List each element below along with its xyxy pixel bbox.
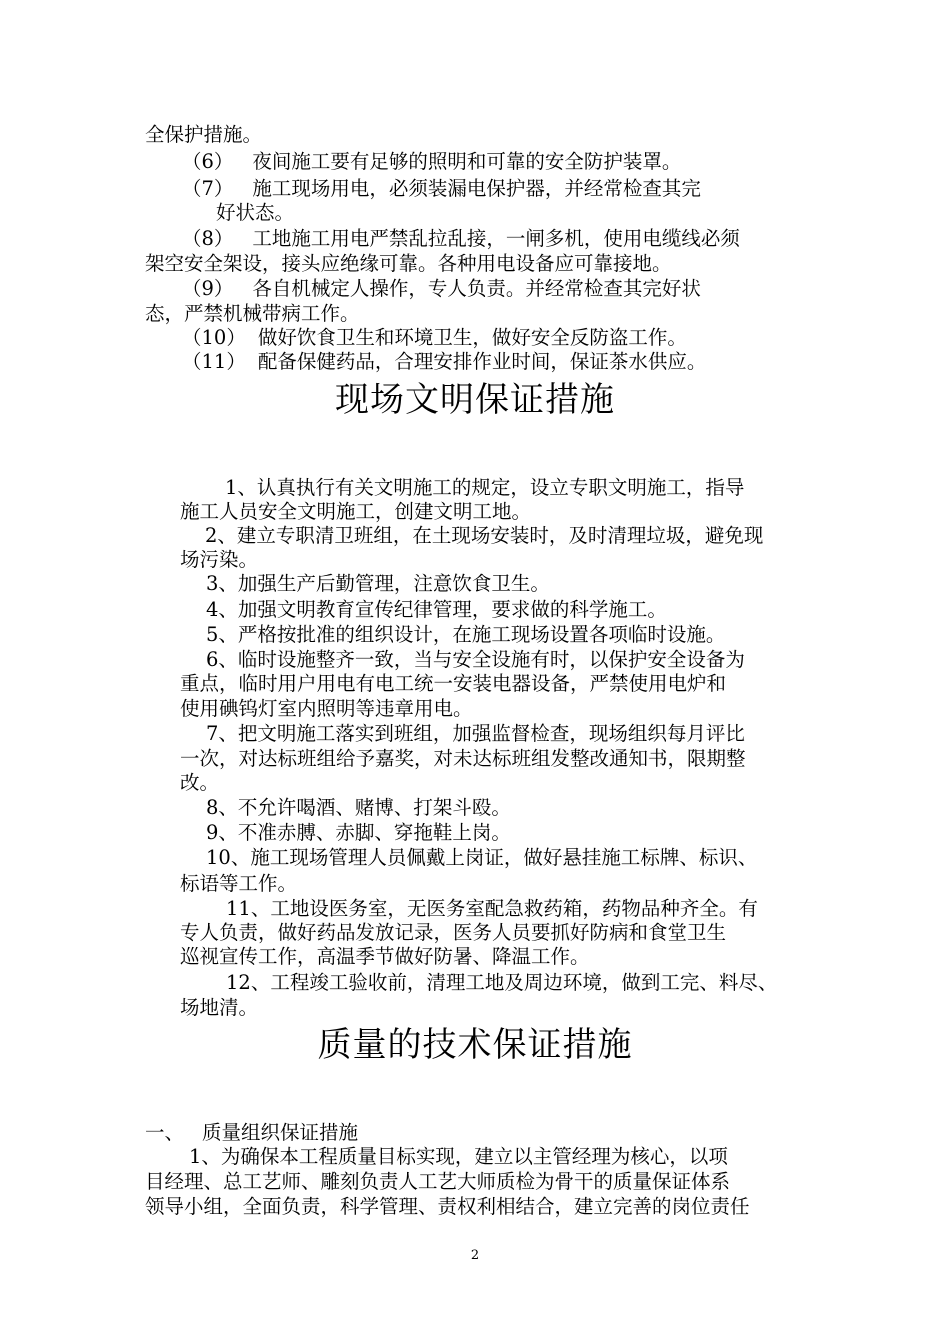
text-line: 场污染。 — [180, 548, 259, 571]
list-item — [182, 149, 681, 174]
list-item — [145, 1120, 358, 1145]
text-line: 一次，对达标班组给予嘉奖，对未达标班组发整改通知书，限期整 — [180, 747, 746, 770]
text-line: 重点，临时用户用电有电工统一安装电器设备，严禁使用电炉和 — [180, 672, 727, 695]
item-text: 质量组织保证措施 — [202, 1121, 359, 1144]
item-number: （10） — [182, 326, 246, 349]
list-item — [182, 325, 687, 350]
text-line: 场地清。 — [180, 996, 259, 1019]
item-text: 施工现场用电，必须装漏电保护器，并经常检查其完 — [252, 177, 701, 200]
section-heading: 现场文明保证措施 — [335, 380, 615, 420]
text-line: 施工人员安全文明施工，创建文明工地。 — [180, 500, 532, 523]
list-item — [182, 226, 740, 251]
text-line: 改。 — [180, 771, 220, 794]
item-text: 配备保健药品，合理安排作业时间，保证茶水供应。 — [257, 350, 707, 373]
item-number: （9） — [182, 277, 234, 300]
item-number: （6） — [182, 150, 234, 173]
item-text: 夜间施工要有足够的照明和可靠的安全防护装罩。 — [252, 150, 682, 173]
item-number: 一、 — [145, 1121, 185, 1144]
item-number: （7） — [182, 177, 234, 200]
text-line: 专人负责，做好药品发放记录，医务人员要抓好防病和食堂卫生 — [180, 921, 727, 944]
item-text: 工地施工用电严禁乱拉乱接，一闸多机，使用电缆线必须 — [252, 227, 740, 250]
page-number: 2 — [470, 1248, 480, 1263]
text-line: 巡视宣传工作，高温季节做好防暑、降温工作。 — [180, 945, 590, 968]
text-line: 架空安全架设，接头应绝缘可靠。各种用电设备应可靠接地。 — [145, 252, 672, 275]
text-line: 态，严禁机械带病工作。 — [145, 302, 360, 325]
text-line: 全保护措施。 — [145, 123, 263, 146]
text-line: 1、为确保本工程质量目标实现，建立以主管经理为核心，以项 — [189, 1145, 728, 1168]
text-line: 10、施工现场管理人员佩戴上岗证，做好悬挂施工标牌、标识、 — [206, 846, 758, 869]
text-line: 11、工地设医务室，无医务室配急救药箱，药物品种齐全。有 — [226, 897, 758, 920]
text-line: 2、建立专职清卫班组，在土现场安装时，及时清理垃圾，避免现 — [205, 524, 764, 547]
text-line: 1、认真执行有关文明施工的规定，设立专职文明施工，指导 — [225, 476, 745, 499]
list-item — [182, 176, 701, 201]
text-line: 目经理、总工艺师、雕刻负责人工艺大师质检为骨干的质量保证体系 — [145, 1170, 731, 1193]
item-text: 做好饮食卫生和环境卫生，做好安全反防盗工作。 — [257, 326, 687, 349]
text-line: 7、把文明施工落实到班组，加强监督检查，现场组织每月评比 — [206, 722, 745, 745]
text-line: 9、不准赤膊、赤脚、穿拖鞋上岗。 — [206, 821, 511, 844]
text-line: 使用碘钨灯室内照明等违章用电。 — [180, 697, 473, 720]
text-line: 5、严格按批准的组织设计，在施工现场设置各项临时设施。 — [206, 623, 726, 646]
text-line: 12、工程竣工验收前，清理工地及周边环境，做到工完、料尽、 — [226, 971, 778, 994]
list-item — [182, 276, 701, 301]
text-line: 领导小组，全面负责，科学管理、责权利相结合，建立完善的岗位责任 — [145, 1195, 750, 1218]
text-line: 6、临时设施整齐一致，当与安全设施有时，以保护安全设备为 — [206, 648, 745, 671]
text-line: 好状态。 — [216, 201, 295, 224]
item-number: （11） — [182, 350, 246, 373]
list-item — [182, 349, 706, 374]
section-heading: 质量的技术保证措施 — [317, 1025, 633, 1065]
item-number: （8） — [182, 227, 234, 250]
item-text: 各自机械定人操作，专人负责。并经常检查其完好状 — [252, 277, 701, 300]
text-line: 3、加强生产后勤管理，注意饮食卫生。 — [206, 572, 550, 595]
text-line: 4、加强文明教育宣传纪律管理，要求做的科学施工。 — [206, 598, 667, 621]
text-line: 8、不允许喝酒、赌博、打架斗殴。 — [206, 796, 511, 819]
text-line: 标语等工作。 — [180, 872, 298, 895]
